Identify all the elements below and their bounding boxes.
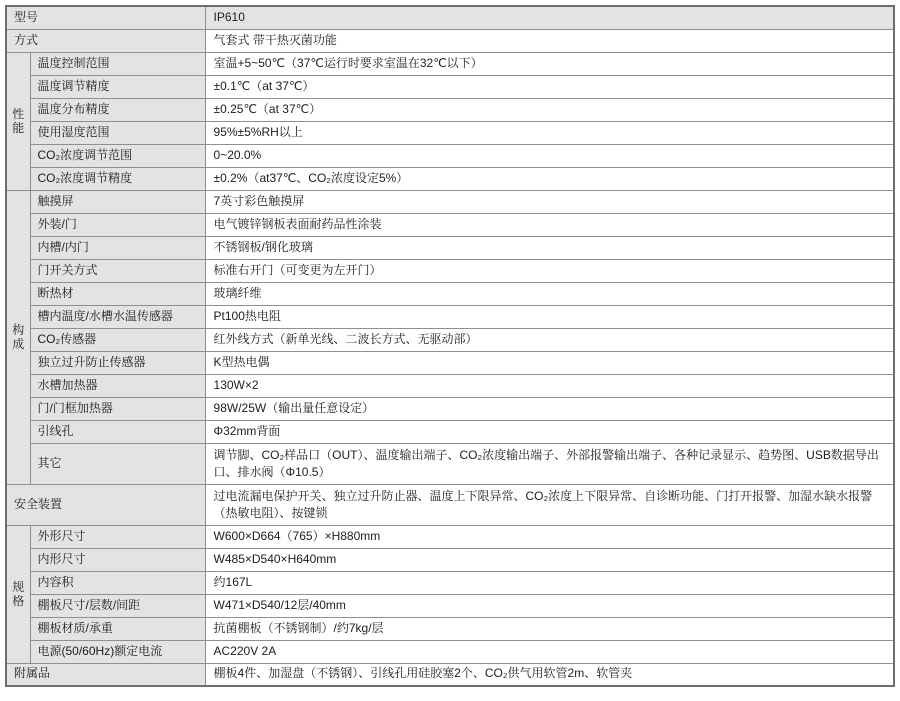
row-label: 外装/门 — [30, 213, 205, 236]
row-value: 气套式 带干热灭菌功能 — [205, 29, 894, 52]
row-value: 98W/25W（输出量任意设定） — [205, 397, 894, 420]
row-value: 95%±5%RH以上 — [205, 121, 894, 144]
row-label: 电源(50/60Hz)额定电流 — [30, 640, 205, 663]
row-value: 抗菌棚板（不锈钢制）/约7kg/层 — [205, 617, 894, 640]
row-value: ±0.2%（at37℃、CO₂浓度设定5%） — [205, 167, 894, 190]
spec-row — [6, 52, 894, 75]
row-value: 0~20.0% — [205, 144, 894, 167]
row-label: 棚板材质/承重 — [30, 617, 205, 640]
row-value: K型热电偶 — [205, 351, 894, 374]
spec-row — [6, 328, 894, 351]
row-value: 标准右开门（可变更为左开门） — [205, 259, 894, 282]
row-value: 室温+5~50℃（37℃运行时要求室温在32℃以下） — [205, 52, 894, 75]
row-label: 棚板尺寸/层数/间距 — [30, 594, 205, 617]
row-value: IP610 — [205, 6, 894, 29]
row-label: 引线孔 — [30, 420, 205, 443]
row-value: 棚板4件、加湿盘（不锈钢）、引线孔用硅胶塞2个、CO₂供气用软管2m、软管夹 — [205, 663, 894, 686]
spec-row — [6, 397, 894, 420]
row-value: Φ32mm背面 — [205, 420, 894, 443]
row-value: 调节脚、CO₂样品口（OUT）、温度输出端子、CO₂浓度输出端子、外部报警输出端子、各种记录显示、趋势图、USB数据导出口、排水阀（Φ10.5） — [205, 443, 894, 484]
row-label: 使用湿度范围 — [30, 121, 205, 144]
row-label: CO₂浓度调节范围 — [30, 144, 205, 167]
row-label: 水槽加热器 — [30, 374, 205, 397]
spec-row — [6, 236, 894, 259]
row-label: 外形尺寸 — [30, 525, 205, 548]
spec-table — [5, 5, 895, 687]
spec-row — [6, 98, 894, 121]
row-value: 过电流漏电保护开关、独立过升防止器、温度上下限异常、CO₂浓度上下限异常、自诊断功能、门打开报警、加湿水缺水报警（热敏电阻）、按键锁 — [205, 484, 894, 525]
row-value: Pt100热电阻 — [205, 305, 894, 328]
spec-row — [6, 190, 894, 213]
spec-row — [6, 525, 894, 548]
row-label: CO₂传感器 — [30, 328, 205, 351]
row-label: 门/门框加热器 — [30, 397, 205, 420]
spec-row-accessories — [6, 663, 894, 686]
row-label: 内容积 — [30, 571, 205, 594]
row-label: 内槽/内门 — [30, 236, 205, 259]
spec-row — [6, 640, 894, 663]
row-label: 温度分布精度 — [30, 98, 205, 121]
row-label: 内形尺寸 — [30, 548, 205, 571]
spec-row — [6, 144, 894, 167]
row-label: 槽内温度/水槽水温传感器 — [30, 305, 205, 328]
row-value: AC220V 2A — [205, 640, 894, 663]
spec-row — [6, 213, 894, 236]
spec-row — [6, 443, 894, 484]
row-value: ±0.1℃（at 37℃） — [205, 75, 894, 98]
row-value: W485×D540×H640mm — [205, 548, 894, 571]
row-value: 不锈钢板/钢化玻璃 — [205, 236, 894, 259]
spec-row — [6, 351, 894, 374]
row-label: 安全装置 — [6, 484, 205, 525]
spec-row — [6, 121, 894, 144]
row-label: 附属品 — [6, 663, 205, 686]
row-label: 温度控制范围 — [30, 52, 205, 75]
spec-row-method — [6, 29, 894, 52]
group-label-performance: 性能 — [6, 52, 30, 190]
spec-row — [6, 548, 894, 571]
row-value: W600×D664（765）×H880mm — [205, 525, 894, 548]
row-value: 约167L — [205, 571, 894, 594]
spec-row — [6, 75, 894, 98]
spec-row — [6, 282, 894, 305]
row-value: ±0.25℃（at 37℃） — [205, 98, 894, 121]
group-label-construction: 构成 — [6, 190, 30, 484]
spec-row-model — [6, 6, 894, 29]
spec-row — [6, 617, 894, 640]
spec-row-safety — [6, 484, 894, 525]
row-label: 断热材 — [30, 282, 205, 305]
row-value: 7英寸彩色触摸屏 — [205, 190, 894, 213]
group-label-specs: 规格 — [6, 525, 30, 663]
spec-row — [6, 374, 894, 397]
spec-row — [6, 305, 894, 328]
row-label: 温度调节精度 — [30, 75, 205, 98]
row-value: 130W×2 — [205, 374, 894, 397]
row-label: 触摸屏 — [30, 190, 205, 213]
spec-row — [6, 571, 894, 594]
row-label: 独立过升防止传感器 — [30, 351, 205, 374]
row-value: W471×D540/12层/40mm — [205, 594, 894, 617]
row-value: 红外线方式（新单光线、二波长方式、无驱动部） — [205, 328, 894, 351]
spec-row — [6, 167, 894, 190]
spec-row — [6, 259, 894, 282]
row-label: 其它 — [30, 443, 205, 484]
row-label: 型号 — [6, 6, 205, 29]
spec-row — [6, 594, 894, 617]
row-label: CO₂浓度调节精度 — [30, 167, 205, 190]
row-value: 电气镀锌钢板表面耐药品性涂装 — [205, 213, 894, 236]
row-value: 玻璃纤维 — [205, 282, 894, 305]
row-label: 门开关方式 — [30, 259, 205, 282]
row-label: 方式 — [6, 29, 205, 52]
spec-row — [6, 420, 894, 443]
